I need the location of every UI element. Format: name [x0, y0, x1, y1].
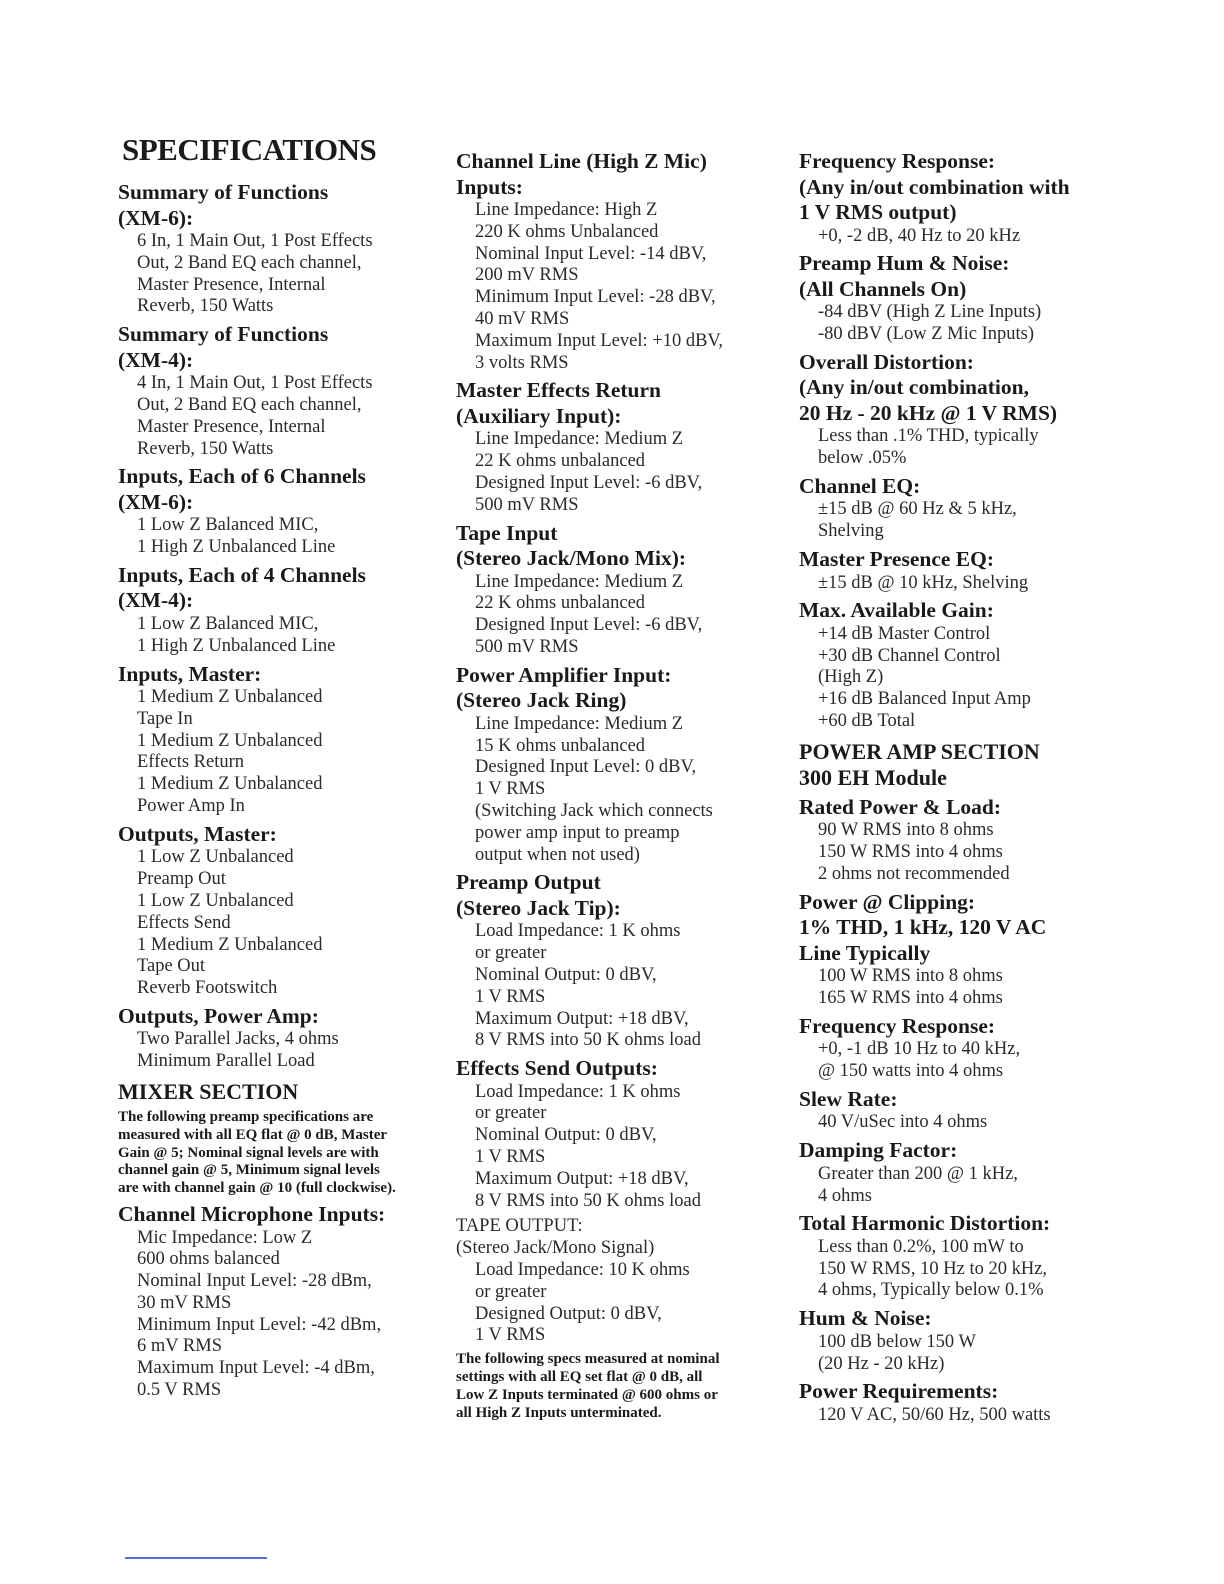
spec-heading-line: Channel EQ: — [799, 473, 921, 498]
spec-value: Line Impedance: Medium Z — [475, 571, 684, 592]
spec-heading-line: 1 V RMS output) — [799, 200, 957, 224]
spec-value: 600 ohms balanced — [137, 1249, 280, 1270]
spec-value: Less than .1% THD, typically — [818, 426, 1039, 447]
spec-value: 500 mV RMS — [475, 494, 579, 515]
spec-values — [118, 847, 458, 1000]
column-3 — [799, 149, 1139, 1431]
spec-heading — [118, 1202, 458, 1228]
spec-values — [799, 226, 1139, 248]
spec-value: Nominal Input Level: -28 dBm, — [137, 1271, 372, 1292]
spec-value: Nominal Input Level: -14 dBV, — [475, 243, 707, 264]
spec-values — [456, 1082, 796, 1213]
mixer-note — [118, 1109, 458, 1198]
section-heading-line: POWER AMP SECTION — [799, 738, 1040, 764]
spec-value: below .05% — [818, 448, 907, 469]
spec-value: 40 V/uSec into 4 ohms — [818, 1112, 988, 1133]
spec-value: 1 Medium Z Unbalanced — [137, 687, 323, 708]
spec-block — [456, 663, 796, 867]
spec-block — [456, 149, 796, 374]
note-line: Low Z Inputs terminated @ 600 ohms or — [456, 1386, 718, 1403]
spec-heading-line: (XM-4): — [118, 588, 194, 613]
spec-value: output when not used) — [475, 844, 640, 865]
spec-block — [799, 474, 1139, 543]
spec-value: 8 V RMS into 50 K ohms load — [475, 1030, 701, 1051]
spec-value: Reverb, 150 Watts — [137, 296, 274, 317]
spec-block — [799, 1014, 1139, 1083]
spec-block — [118, 180, 458, 318]
spec-value: Line Impedance: Medium Z — [475, 713, 684, 734]
spec-list — [799, 795, 1139, 1427]
spec-block — [799, 1379, 1139, 1426]
spec-value: 165 W RMS into 4 ohms — [818, 988, 1003, 1009]
spec-value: Effects Send — [137, 912, 231, 933]
spec-value: 150 W RMS into 4 ohms — [818, 842, 1003, 863]
spec-values — [456, 429, 796, 516]
spec-values — [118, 515, 458, 559]
spec-heading-line: (Any in/out combination, — [799, 375, 1029, 400]
spec-values — [118, 1029, 458, 1073]
spec-value: 8 V RMS into 50 K ohms load — [475, 1190, 701, 1211]
spec-heading — [799, 1306, 1139, 1332]
spec-heading-line: Summary of Functions — [118, 180, 329, 204]
spec-value: 100 dB below 150 W — [818, 1331, 976, 1352]
spec-heading — [799, 149, 1139, 226]
spec-value: Minimum Input Level: -28 dBV, — [475, 287, 716, 308]
spec-value: Designed Output: 0 dBV, — [475, 1303, 662, 1324]
spec-values — [118, 687, 458, 818]
spec-value: 1 Low Z Balanced MIC, — [137, 613, 319, 634]
spec-heading-line: Channel Line (High Z Mic) — [456, 149, 707, 173]
spec-value: +0, -1 dB 10 Hz to 40 kHz, — [818, 1039, 1021, 1060]
spec-values — [799, 624, 1139, 733]
mixer-section-heading: MIXER SECTION — [118, 1079, 299, 1105]
spec-value: 150 W RMS, 10 Hz to 20 kHz, — [818, 1258, 1048, 1279]
spec-heading — [118, 662, 458, 688]
spec-heading-line: 1% THD, 1 kHz, 120 V AC — [799, 915, 1047, 940]
spec-heading — [456, 521, 796, 572]
spec-value: 1 V RMS — [475, 779, 546, 800]
spec-heading — [456, 663, 796, 714]
page-title: SPECIFICATIONS — [122, 132, 377, 167]
spec-heading — [799, 547, 1139, 573]
spec-values — [799, 1332, 1139, 1376]
spec-value: 15 K ohms unbalanced — [475, 735, 646, 756]
spec-heading — [118, 180, 458, 231]
spec-value: +14 dB Master Control — [818, 623, 991, 644]
spec-value: 4 In, 1 Main Out, 1 Post Effects — [137, 373, 373, 394]
tape-output-title: TAPE OUTPUT: — [456, 1216, 583, 1237]
spec-block — [456, 378, 796, 516]
spec-heading-line: Max. Available Gain: — [799, 598, 994, 623]
spec-heading-line: (Stereo Jack/Mono Mix): — [456, 546, 687, 571]
spec-value: Less than 0.2%, 100 mW to — [818, 1236, 1024, 1257]
spec-heading — [799, 598, 1139, 624]
spec-heading — [799, 1211, 1139, 1237]
spec-values — [799, 1039, 1139, 1083]
spec-value: Tape Out — [137, 956, 206, 977]
spec-value: Preamp Out — [137, 869, 226, 890]
spec-block — [118, 1004, 458, 1073]
spec-value: Designed Input Level: 0 dBV, — [475, 757, 697, 778]
spec-value: 1 Medium Z Unbalanced — [137, 934, 323, 955]
spec-value: power amp input to preamp — [475, 822, 680, 843]
spec-values — [456, 200, 796, 374]
spec-value: Line Impedance: High Z — [475, 200, 658, 220]
spec-heading-line: (Auxiliary Input): — [456, 403, 622, 428]
spec-heading — [118, 322, 458, 373]
spec-block — [799, 149, 1139, 247]
spec-heading — [456, 1056, 796, 1082]
spec-heading — [799, 350, 1139, 427]
spec-value: -84 dBV (High Z Line Inputs) — [818, 302, 1042, 323]
tape-output-values — [456, 1260, 796, 1347]
spec-value: Reverb Footswitch — [137, 978, 278, 999]
column-1 — [118, 180, 458, 1406]
spec-heading — [799, 474, 1139, 500]
note-line: Gain @ 5; Nominal signal levels are with — [118, 1144, 379, 1161]
spec-value: 4 ohms, Typically below 0.1% — [818, 1280, 1044, 1301]
spec-heading-line: Overall Distortion: — [799, 349, 974, 374]
spec-heading — [456, 149, 796, 200]
spec-heading-line: Power Requirements: — [799, 1379, 999, 1404]
spec-values — [799, 820, 1139, 885]
spec-value: Nominal Output: 0 dBV, — [475, 964, 657, 985]
spec-heading — [118, 464, 458, 515]
spec-heading — [456, 870, 796, 921]
spec-value: 1 Low Z Unbalanced — [137, 890, 294, 911]
spec-block — [799, 1211, 1139, 1302]
note-line: The following specs measured at nominal — [456, 1351, 720, 1368]
spec-heading — [799, 251, 1139, 302]
spec-value: ±15 dB @ 10 kHz, Shelving — [818, 572, 1029, 593]
spec-values — [456, 714, 796, 867]
spec-heading-line: Frequency Response: — [799, 1013, 996, 1038]
spec-value: Power Amp In — [137, 796, 245, 817]
spec-list — [118, 1202, 458, 1402]
spec-block — [799, 1306, 1139, 1375]
spec-value: +30 dB Channel Control — [818, 645, 1001, 666]
footer-rule — [125, 1557, 267, 1559]
spec-value: 1 V RMS — [475, 1147, 546, 1167]
spec-values — [799, 573, 1139, 595]
spec-heading — [799, 1014, 1139, 1040]
spec-value: Nominal Output: 0 dBV, — [475, 1125, 657, 1146]
spec-value: 1 V RMS — [475, 986, 546, 1007]
spec-value: 120 V AC, 50/60 Hz, 500 watts — [818, 1404, 1051, 1425]
spec-block — [799, 795, 1139, 886]
spec-values — [799, 1164, 1139, 1208]
spec-values — [118, 231, 458, 318]
spec-value: 22 K ohms unbalanced — [475, 451, 646, 472]
spec-value: Maximum Input Level: -4 dBm, — [137, 1358, 375, 1379]
spec-value: 90 W RMS into 8 ohms — [818, 820, 994, 841]
spec-value: 6 In, 1 Main Out, 1 Post Effects — [137, 231, 373, 251]
spec-values — [799, 1112, 1139, 1134]
spec-heading-line: (Stereo Jack Ring) — [456, 688, 627, 713]
spec-list — [456, 149, 796, 1212]
spec-list — [118, 180, 458, 1073]
spec-value: (Switching Jack which connects — [475, 800, 713, 821]
spec-value: 0.5 V RMS — [137, 1380, 222, 1401]
spec-block — [799, 547, 1139, 594]
spec-value: 1 V RMS — [475, 1325, 546, 1346]
spec-value: Minimum Parallel Load — [137, 1051, 315, 1072]
spec-heading-line: Power Amplifier Input: — [456, 662, 672, 687]
spec-value: 500 mV RMS — [475, 636, 579, 657]
spec-block — [799, 1138, 1139, 1207]
note-line: The following preamp specifications are — [118, 1109, 374, 1126]
spec-value: 100 W RMS into 8 ohms — [818, 966, 1003, 987]
spec-value: 22 K ohms unbalanced — [475, 593, 646, 614]
spec-value: (20 Hz - 20 kHz) — [818, 1353, 945, 1374]
spec-block — [118, 563, 458, 658]
spec-values — [799, 302, 1139, 346]
spec-value: 1 High Z Unbalanced Line — [137, 635, 336, 656]
spec-value: Effects Return — [137, 752, 245, 773]
spec-heading-line: Damping Factor: — [799, 1138, 958, 1163]
spec-value: 1 Low Z Unbalanced — [137, 847, 294, 868]
spec-heading-line: Power @ Clipping: — [799, 889, 976, 914]
spec-value: Minimum Input Level: -42 dBm, — [137, 1314, 382, 1335]
spec-value: Out, 2 Band EQ each channel, — [137, 252, 362, 273]
spec-heading — [799, 795, 1139, 821]
note-line: settings with all EQ set flat @ 0 dB, all — [456, 1368, 703, 1385]
spec-value: ±15 dB @ 60 Hz & 5 kHz, — [818, 499, 1017, 520]
spec-heading-line: Total Harmonic Distortion: — [799, 1211, 1051, 1236]
spec-heading-line: Channel Microphone Inputs: — [118, 1202, 386, 1226]
spec-block — [456, 870, 796, 1052]
spec-heading-line: (XM-6): — [118, 205, 194, 230]
spec-value: 40 mV RMS — [475, 308, 570, 329]
note-line: are with channel gain @ 10 (full clockwise). — [118, 1180, 396, 1197]
section-heading-line: 300 EH Module — [799, 764, 947, 790]
spec-value: +0, -2 dB, 40 Hz to 20 kHz — [818, 225, 1021, 246]
spec-heading — [799, 1379, 1139, 1405]
spec-values — [456, 572, 796, 659]
spec-value: -80 dBV (Low Z Mic Inputs) — [818, 324, 1034, 345]
spec-heading-line: (Stereo Jack Tip): — [456, 895, 621, 920]
spec-value: (High Z) — [818, 667, 884, 688]
spec-heading-line: (XM-4): — [118, 347, 194, 372]
spec-heading — [118, 822, 458, 848]
spec-heading-line: Effects Send Outputs: — [456, 1056, 658, 1081]
tape-output-block — [456, 1216, 796, 1260]
spec-values — [799, 1237, 1139, 1302]
spec-heading-line: Preamp Output — [456, 870, 601, 895]
spec-heading-line: Summary of Functions — [118, 322, 329, 347]
spec-value: Load Impedance: 10 K ohms — [475, 1259, 690, 1280]
spec-heading-line: Rated Power & Load: — [799, 794, 1002, 819]
spec-value: Load Impedance: 1 K ohms — [475, 921, 681, 942]
spec-values — [118, 1228, 458, 1402]
spec-heading — [799, 890, 1139, 967]
spec-values — [799, 1405, 1139, 1427]
spec-value: Two Parallel Jacks, 4 ohms — [137, 1029, 339, 1050]
spec-value: +16 dB Balanced Input Amp — [818, 689, 1031, 710]
spec-block — [799, 890, 1139, 1010]
spec-value: @ 150 watts into 4 ohms — [818, 1061, 1004, 1082]
column-2 — [456, 149, 796, 1426]
spec-heading-line: (All Channels On) — [799, 276, 967, 301]
spec-value: Master Presence, Internal — [137, 274, 326, 295]
spec-values — [799, 499, 1139, 543]
spec-heading-line: Tape Input — [456, 520, 558, 545]
spec-value: Shelving — [818, 521, 884, 542]
spec-heading — [799, 1138, 1139, 1164]
note-line: all High Z Inputs unterminated. — [456, 1404, 662, 1421]
spec-heading-line: Line Typically — [799, 940, 931, 965]
spec-heading — [456, 378, 796, 429]
spec-values — [118, 373, 458, 460]
spec-block — [456, 521, 796, 659]
spec-block — [118, 662, 458, 818]
spec-heading-line: (XM-6): — [118, 489, 194, 514]
spec-value: or greater — [475, 943, 547, 964]
spec-heading-line: Preamp Hum & Noise: — [799, 251, 1010, 276]
spec-value: 1 Medium Z Unbalanced — [137, 774, 323, 795]
spec-value: Maximum Input Level: +10 dBV, — [475, 330, 724, 351]
tape-output-subtitle: (Stereo Jack/Mono Signal) — [456, 1238, 655, 1259]
spec-values — [456, 921, 796, 1052]
spec-block — [118, 1202, 458, 1402]
spec-value: 2 ohms not recommended — [818, 863, 1010, 884]
spec-heading-line: Frequency Response: — [799, 149, 996, 173]
note-line: measured with all EQ flat @ 0 dB, Master — [118, 1126, 388, 1143]
spec-value: Load Impedance: 1 K ohms — [475, 1081, 681, 1102]
spec-value: 200 mV RMS — [475, 265, 579, 286]
spec-block — [799, 1087, 1139, 1134]
spec-values — [799, 966, 1139, 1010]
power-amp-section-heading — [799, 739, 1139, 791]
note-line: channel gain @ 5, Minimum signal levels — [118, 1162, 380, 1179]
spec-heading-line: Inputs, Each of 4 Channels — [118, 562, 366, 587]
spec-value: 6 mV RMS — [137, 1336, 222, 1357]
spec-value: Out, 2 Band EQ each channel, — [137, 394, 362, 415]
spec-heading — [118, 1004, 458, 1030]
spec-values — [118, 614, 458, 658]
spec-heading-line: (Any in/out combination with — [799, 174, 1070, 199]
spec-value: 1 Low Z Balanced MIC, — [137, 515, 319, 536]
spec-heading-line: Inputs, Master: — [118, 661, 262, 686]
spec-value: Maximum Output: +18 dBV, — [475, 1008, 689, 1029]
spec-heading-line: Outputs, Master: — [118, 821, 277, 846]
spec-heading-line: Master Effects Return — [456, 378, 661, 403]
spec-value: 1 Medium Z Unbalanced — [137, 730, 323, 751]
spec-heading-line: Hum & Noise: — [799, 1306, 932, 1331]
spec-heading-line: Inputs: — [456, 174, 523, 199]
spec-heading-line: Master Presence EQ: — [799, 547, 995, 572]
spec-value: Maximum Output: +18 dBV, — [475, 1168, 689, 1189]
measurement-note — [456, 1351, 796, 1422]
spec-value: Designed Input Level: -6 dBV, — [475, 615, 703, 636]
spec-block — [118, 322, 458, 460]
spec-value: Line Impedance: Medium Z — [475, 429, 684, 450]
spec-value: 3 volts RMS — [475, 352, 569, 373]
spec-value: or greater — [475, 1281, 547, 1302]
spec-heading-line: Slew Rate: — [799, 1086, 898, 1111]
spec-block — [456, 1056, 796, 1212]
spec-value: Reverb, 150 Watts — [137, 438, 274, 459]
spec-heading-line: Inputs, Each of 6 Channels — [118, 464, 366, 489]
spec-value: 30 mV RMS — [137, 1292, 232, 1313]
spec-heading-line: 20 Hz - 20 kHz @ 1 V RMS) — [799, 400, 1058, 425]
spec-value: or greater — [475, 1103, 547, 1124]
spec-heading-line: Outputs, Power Amp: — [118, 1003, 319, 1028]
spec-value: +60 dB Total — [818, 711, 916, 732]
spec-value: Greater than 200 @ 1 kHz, — [818, 1163, 1018, 1184]
spec-block — [799, 350, 1139, 470]
spec-value: Tape In — [137, 708, 193, 729]
spec-value: 4 ohms — [818, 1185, 872, 1206]
spec-block — [799, 251, 1139, 346]
spec-heading — [799, 1087, 1139, 1113]
spec-value: 1 High Z Unbalanced Line — [137, 537, 336, 558]
spec-value: Mic Impedance: Low Z — [137, 1227, 313, 1248]
spec-block — [799, 598, 1139, 732]
spec-value: Designed Input Level: -6 dBV, — [475, 472, 703, 493]
spec-block — [118, 464, 458, 559]
spec-heading — [118, 563, 458, 614]
spec-block — [118, 822, 458, 1000]
spec-value: 220 K ohms Unbalanced — [475, 221, 659, 242]
spec-list — [799, 149, 1139, 733]
spec-value: Master Presence, Internal — [137, 416, 326, 437]
spec-values — [799, 426, 1139, 470]
